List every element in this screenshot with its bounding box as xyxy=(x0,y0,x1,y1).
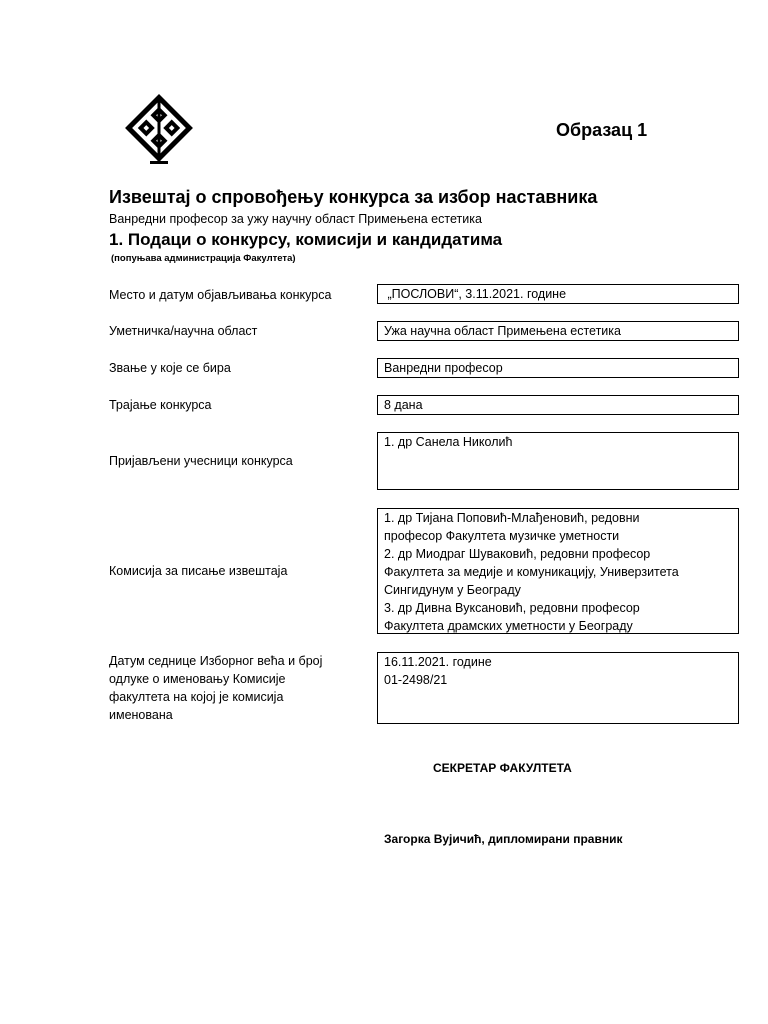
field-label-applicants: Пријављени учесници конкурса xyxy=(109,454,293,468)
field-value-line: 1. др Тијана Поповић-Млађеновић, редовни xyxy=(384,511,640,525)
field-value-line: 1. др Санела Николић xyxy=(384,435,513,449)
field-value-line: Сингидунум у Београду xyxy=(384,583,521,597)
field-value-commission xyxy=(377,508,739,634)
field-value-rank xyxy=(377,358,739,378)
field-label-commission: Комисија за писање извештаја xyxy=(109,564,288,578)
field-label-line: факултета на којој је комисија xyxy=(109,690,284,704)
field-value-duration xyxy=(377,395,739,415)
signature-name: Загорка Вујичић, дипломирани правник xyxy=(384,832,623,846)
field-label-line: именована xyxy=(109,708,173,722)
field-value-line: Факултета драмских уметности у Београду xyxy=(384,619,633,633)
field-value-line: 01-2498/21 xyxy=(384,673,448,687)
field-label-rank: Звање у које се бира xyxy=(109,361,231,375)
field-value-council-session xyxy=(377,652,739,724)
section-note: (попуњава администрација Факултета) xyxy=(111,253,296,264)
field-label-duration: Трајање конкурса xyxy=(109,398,212,412)
field-value-area xyxy=(377,321,739,341)
field-value-line: Ужа научна област Примењена естетика xyxy=(384,324,621,338)
field-value-line: 3. др Дивна Вуксановић, редовни професор xyxy=(384,601,640,615)
section-heading: 1. Подаци о конкурсу, комисији и кандидатима xyxy=(109,230,503,249)
field-value-line: Факултета за медије и комуникацију, Универзитета xyxy=(384,565,679,579)
field-label-council-session xyxy=(109,652,322,724)
field-label-area: Уметничка/научна област xyxy=(109,324,258,338)
field-label-line: одлуке о именовању Комисије xyxy=(109,672,286,686)
document-subtitle: Ванредни професор за ужу научну област Примењена естетика xyxy=(109,212,482,226)
field-value-line: професор Факултета музичке уметности xyxy=(384,529,620,543)
faculty-logo-emblem xyxy=(118,92,200,168)
field-value-line: 16.11.2021. године xyxy=(384,655,492,669)
field-value-applicants xyxy=(377,432,739,490)
document-title: Извештај о спровођењу конкурса за избор наставника xyxy=(109,187,598,207)
field-value-line: Ванредни професор xyxy=(384,361,503,375)
field-label-line: Датум седнице Изборног већа и број xyxy=(109,654,323,668)
field-value-line: „ПОСЛОВИ“, 3.11.2021. године xyxy=(384,287,567,301)
field-value-publication xyxy=(377,284,739,304)
field-value-line: 2. др Миодраг Шуваковић, редовни професор xyxy=(384,547,651,561)
signature-role: СЕКРЕТАР ФАКУЛТЕТА xyxy=(433,761,572,775)
field-value-line: 8 дана xyxy=(384,398,423,412)
form-number: Образац 1 xyxy=(556,120,648,140)
field-label-publication: Место и датум објављивања конкурса xyxy=(109,288,332,302)
